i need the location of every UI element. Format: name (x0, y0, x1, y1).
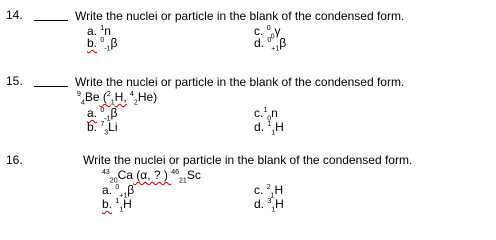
nuclear-reaction (102, 168, 201, 185)
mass-number: 0 (100, 107, 105, 114)
option-label: c. (254, 106, 264, 120)
symbol: β (279, 36, 287, 50)
symbol: γ (274, 24, 281, 38)
particle1-atomic-number: 1 (110, 99, 115, 107)
option-label: b. (87, 120, 98, 134)
atomic-number: +1 (271, 45, 280, 53)
mass-number: 7 (100, 121, 105, 128)
target-symbol: Ca (117, 168, 133, 182)
particle2-mass-number: 4 (130, 91, 134, 98)
option-d[interactable] (254, 120, 284, 137)
instruction: Write the nuclei or particle in the blank of the condensed form. (83, 153, 413, 167)
question-number (6, 153, 23, 167)
option-label: d. (254, 120, 265, 134)
symbol: n (271, 106, 278, 120)
question-number-text: 14. (6, 8, 23, 22)
reaction-particles: (α, ? ) (132, 168, 172, 182)
symbol: H (275, 197, 284, 211)
particle1-mass-number: 2 (106, 91, 111, 98)
symbol: H (274, 183, 284, 197)
option-label: a. (102, 183, 113, 197)
mass-number: 0 (100, 37, 105, 44)
nuclear-reaction (77, 90, 158, 107)
option-d[interactable] (254, 36, 287, 53)
option-label: c. (254, 183, 264, 197)
question-number (6, 74, 23, 88)
target-mass-number: 9 (77, 91, 81, 98)
target-atomic-number: 4 (80, 99, 85, 107)
atomic-number: +1 (119, 192, 128, 200)
question-number-text: 15. (6, 74, 23, 88)
option-label: c. (254, 24, 264, 38)
symbol: H (275, 120, 284, 134)
atomic-number: 1 (271, 206, 276, 214)
question-number-text: 16. (6, 153, 23, 167)
answer-blank-line[interactable] (34, 76, 68, 87)
option-b[interactable] (87, 36, 118, 53)
mass-number: 1 (267, 121, 272, 128)
option-d[interactable] (254, 197, 284, 214)
particle1-symbol: H, (114, 90, 127, 104)
mass-number: 1 (115, 198, 120, 205)
target-symbol: Be (84, 90, 100, 104)
mass-number: 1 (100, 25, 105, 32)
particle2-symbol: He) (137, 90, 158, 104)
instruction: Write the nuclei or particle in the blank of the condensed form. (75, 75, 405, 89)
symbol: β (127, 183, 135, 197)
target-mass-number: 43 (102, 169, 110, 176)
atomic-number: -1 (104, 45, 111, 53)
answer-blank[interactable] (34, 74, 68, 92)
reaction-open-paren: ( (99, 90, 107, 104)
atomic-number: 1 (270, 192, 275, 200)
symbol: H (123, 197, 132, 211)
mass-number: 0 (266, 25, 271, 32)
atomic-number: 3 (104, 129, 109, 137)
instruction: Write the nuclei or particle in the blank of the condensed form. (75, 9, 405, 23)
mass-number: 3 (267, 198, 272, 205)
reaction-particles (99, 90, 127, 107)
option-c[interactable] (254, 183, 284, 200)
option-label: b. (102, 197, 113, 211)
atomic-number: 1 (271, 129, 276, 137)
option-b[interactable] (102, 197, 132, 214)
answer-blank-line[interactable] (34, 10, 68, 21)
option-a[interactable] (102, 183, 135, 200)
option-b[interactable] (87, 120, 118, 137)
mass-number: 2 (266, 184, 271, 191)
symbol: β (110, 36, 118, 50)
product-symbol: Sc (186, 168, 201, 182)
answer-blank[interactable] (34, 8, 68, 26)
option-label: a. (87, 106, 98, 120)
option-label: b. (87, 36, 98, 50)
target-atomic-number: 20 (109, 177, 118, 185)
particle2-atomic-number: 2 (133, 99, 138, 107)
atomic-number: -1 (104, 115, 111, 123)
product-mass-number: 46 (171, 169, 180, 176)
mass-number: 0 (267, 37, 272, 44)
symbol: β (110, 106, 118, 120)
option-label: d. (254, 197, 265, 211)
atomic-number: 1 (119, 206, 124, 214)
option-a[interactable] (87, 106, 118, 123)
symbol: Li (108, 120, 118, 134)
symbol: n (104, 24, 111, 38)
atomic-number: 0 (270, 33, 275, 41)
mass-number: 1 (263, 107, 268, 114)
atomic-number: 0 (267, 115, 272, 123)
question-number (6, 8, 23, 22)
option-label: d. (254, 36, 265, 50)
option-label: a. (87, 24, 98, 38)
product-atomic-number: 21 (179, 177, 187, 185)
option-c[interactable] (254, 106, 278, 123)
mass-number: 0 (115, 184, 120, 191)
